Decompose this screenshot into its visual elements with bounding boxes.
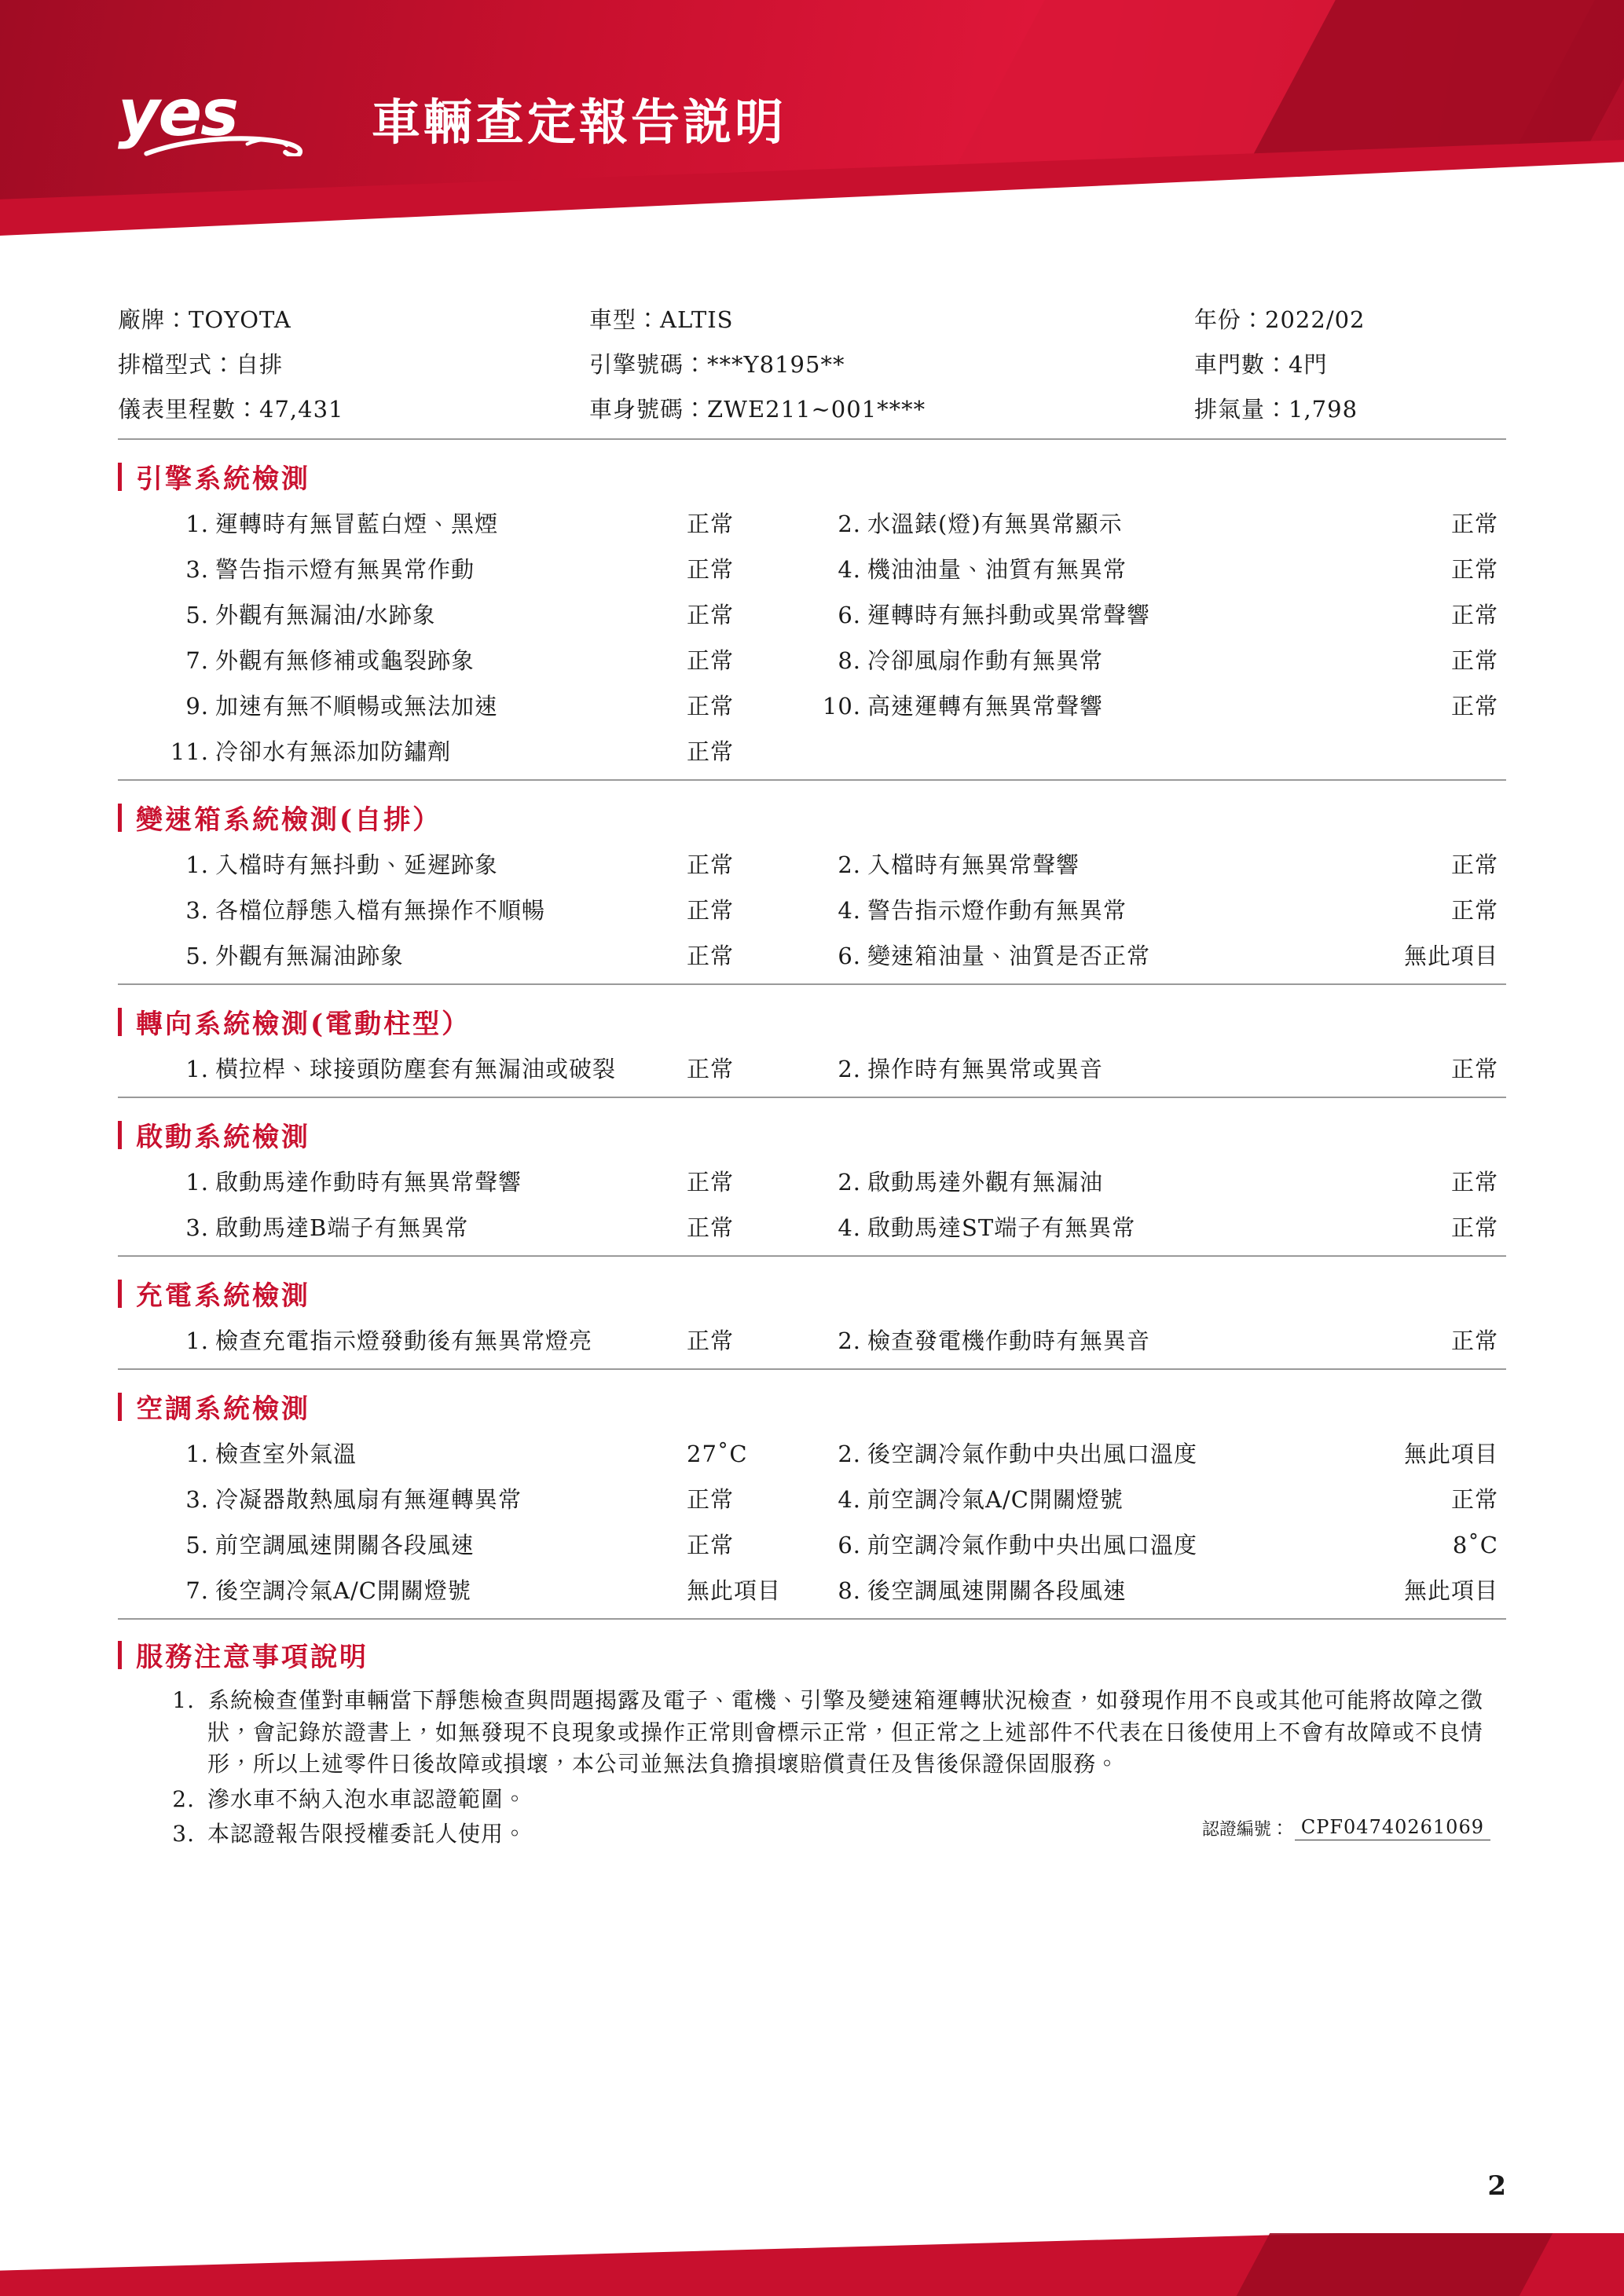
section-steering-title [118, 1002, 1506, 1041]
section-charging-title [118, 1274, 1506, 1313]
section-starter-title [118, 1115, 1506, 1154]
check-item-label [817, 893, 1336, 925]
check-item-value: 無此項目 [687, 1577, 782, 1604]
section-starter-title-text: 啟動系統檢測 [136, 1122, 310, 1153]
note-text: 滲水車不納入泡水車認證範圍。 [207, 1785, 527, 1812]
vehicle-info-doors [1194, 347, 1506, 379]
check-item-value: 正常 [687, 693, 735, 720]
section-charging-title-text: 充電系統檢測 [136, 1280, 310, 1312]
service-notes-title-text: 服務注意事項說明 [136, 1642, 368, 1673]
check-item-value: 正常 [1450, 511, 1498, 537]
check-item-label [165, 1573, 684, 1606]
check-item-label [165, 689, 684, 721]
vehicle-info-model-label: 車型： [589, 306, 661, 333]
vehicle-info-vin [589, 392, 1194, 424]
check-item-label [165, 893, 684, 925]
check-item-text: 入檔時有無抖動、延遲跡象 [215, 851, 499, 878]
check-item-value: 正常 [1450, 1056, 1498, 1082]
check-item-label [165, 1052, 684, 1084]
vehicle-info-brand-label: 廠牌： [118, 306, 189, 333]
section-steering-items [118, 1052, 1506, 1084]
section-ac-title-text: 空調系統檢測 [136, 1393, 310, 1425]
check-item-number: 6. [838, 602, 861, 628]
vehicle-info-engine-no [589, 347, 1194, 379]
check-item-number: 5. [185, 943, 209, 969]
page-body [0, 295, 1624, 1847]
check-item-text: 操作時有無異常或異音 [867, 1056, 1104, 1082]
check-item-number: 1. [185, 1327, 209, 1354]
check-item-value: 正常 [1450, 1486, 1498, 1513]
vehicle-info-vin-label: 車身號碼： [589, 396, 708, 423]
check-item-number: 1. [185, 1056, 209, 1082]
vehicle-info-transmission-value: 自排 [236, 351, 284, 378]
check-item-text: 前空調風速開關各段風速 [215, 1532, 475, 1558]
section-transmission [118, 781, 1506, 985]
check-item-number: 1. [185, 511, 209, 537]
check-item-value: 正常 [687, 1327, 735, 1354]
check-item-text: 變速箱油量、油質是否正常 [867, 943, 1151, 969]
check-item-value: 27˚C [687, 1441, 748, 1467]
note-index: 2. [172, 1785, 195, 1812]
check-item-label [165, 1210, 684, 1243]
brand-logo [118, 75, 342, 161]
check-item-number: 4. [838, 1214, 861, 1241]
vehicle-info-engine-no-label: 引擎號碼： [589, 351, 708, 378]
check-item-text: 高速運轉有無異常聲響 [867, 693, 1104, 720]
check-item-number: 1. [185, 1169, 209, 1196]
check-item-text: 啟動馬達作動時有無異常聲響 [215, 1169, 522, 1196]
check-item-value: 正常 [1450, 693, 1498, 720]
car-swoosh-icon [132, 136, 328, 156]
vehicle-info-displacement-value: 1,798 [1289, 396, 1358, 423]
section-starter [118, 1098, 1506, 1257]
check-item-text: 外觀有無漏油/水跡象 [215, 602, 436, 628]
check-item-text: 橫拉桿、球接頭防塵套有無漏油或破裂 [215, 1056, 617, 1082]
section-marker-icon [118, 1393, 122, 1421]
note-text: 本認證報告限授權委託人使用。 [207, 1821, 527, 1847]
page-header [0, 0, 1624, 295]
check-item-label [165, 1528, 684, 1560]
certificate-number-label: 認證編號： [1201, 1819, 1289, 1840]
check-item-label [165, 598, 684, 630]
check-item-text: 檢查充電指示燈發動後有無異常燈亮 [215, 1327, 593, 1354]
section-engine-title-text: 引擎系統檢測 [136, 463, 310, 495]
service-notes-title [118, 1635, 1506, 1674]
check-item-label [817, 1165, 1336, 1197]
vehicle-info-mileage-value: 47,431 [259, 396, 344, 423]
check-item-label [165, 1482, 684, 1514]
section-marker-icon [118, 1121, 122, 1149]
vehicle-info-mileage [118, 392, 589, 424]
check-item-value: 正常 [687, 738, 735, 765]
check-item-label [817, 1528, 1336, 1560]
check-item-number: 5. [185, 602, 209, 628]
check-item-number: 7. [185, 1577, 209, 1604]
vehicle-info-displacement-label: 排氣量： [1194, 396, 1289, 423]
section-transmission-title-text: 變速箱系統檢測(自排） [136, 804, 442, 836]
vehicle-info-year [1194, 302, 1506, 335]
certificate-number-value: CPF04740261069 [1295, 1816, 1490, 1840]
check-item-number: 11. [170, 738, 209, 765]
check-item-label [817, 939, 1336, 971]
check-item-text: 外觀有無修補或龜裂跡象 [215, 647, 475, 674]
check-item-number: 7. [185, 647, 209, 674]
check-item-text: 後空調風速開關各段風速 [867, 1577, 1127, 1604]
section-charging-items [118, 1324, 1506, 1356]
check-item-value: 正常 [1450, 556, 1498, 583]
check-item-value: 正常 [687, 1169, 735, 1196]
section-engine-title [118, 457, 1506, 496]
check-item-value: 正常 [1450, 1327, 1498, 1354]
check-item-number: 3. [185, 1214, 209, 1241]
section-starter-items [118, 1165, 1506, 1243]
check-item-text: 後空調冷氣A/C開關燈號 [215, 1577, 471, 1604]
check-item-text: 啟動馬達B端子有無異常 [215, 1214, 469, 1241]
brand-logo-text: yes [118, 76, 237, 151]
check-item-label [817, 598, 1336, 630]
check-item-number: 6. [838, 1532, 861, 1558]
check-item-value: 正常 [1450, 851, 1498, 878]
check-item-text: 啟動馬達ST端子有無異常 [867, 1214, 1136, 1241]
check-item-text: 冷凝器散熱風扇有無運轉異常 [215, 1486, 522, 1513]
vehicle-info-year-value: 2022/02 [1265, 306, 1366, 333]
section-marker-icon [118, 463, 122, 491]
check-item-text: 外觀有無漏油跡象 [215, 943, 405, 969]
vehicle-info-vin-value: ZWE211~001**** [707, 396, 926, 423]
header-content [118, 75, 786, 161]
vehicle-info-doors-label: 車門數： [1194, 351, 1289, 378]
check-item-number: 3. [185, 1486, 209, 1513]
check-item-text: 檢查室外氣溫 [215, 1441, 357, 1467]
check-item-number: 6. [838, 943, 861, 969]
check-item-text: 警告指示燈有無異常作動 [215, 556, 475, 583]
check-item-label [165, 552, 684, 584]
check-item-value: 正常 [1450, 602, 1498, 628]
vehicle-info-model-value: ALTIS [660, 306, 734, 333]
vehicle-info-doors-value: 4門 [1289, 351, 1328, 378]
check-item-label [817, 1437, 1336, 1469]
check-item-label [165, 1165, 684, 1197]
check-item-number: 2. [838, 1056, 861, 1082]
check-item-value: 正常 [1450, 1169, 1498, 1196]
check-item-number: 5. [185, 1532, 209, 1558]
service-notes [118, 1620, 1506, 1847]
check-item-value: 正常 [687, 1214, 735, 1241]
check-item-value: 正常 [687, 511, 735, 537]
page-number: 2 [1487, 2170, 1506, 2202]
check-item-value: 正常 [687, 556, 735, 583]
check-item-label [817, 1482, 1336, 1514]
check-item-value: 8˚C [1452, 1532, 1498, 1558]
check-item-text: 入檔時有無異常聲響 [867, 851, 1080, 878]
vehicle-info-transmission-label: 排檔型式： [118, 351, 236, 378]
section-engine-items [118, 507, 1506, 767]
note-text: 系統檢查僅對車輛當下靜態檢查與問題揭露及電子、電機、引擎及變速箱運轉狀況檢查，如發現作用不良或其他可能將故障之徵狀，會記錄於證書上，如無發現不良現象或操作正常則會標示正常，但正常之上述部件不代表在日後使用上不會有故障或不良情形，所以上述零件日後故障或損壞，本公司並無法負擔損壞賠償責任及售後保證保固服務。 [207, 1687, 1484, 1778]
check-item-value: 正常 [687, 943, 735, 969]
vehicle-info-displacement [1194, 392, 1506, 424]
check-item-text: 檢查發電機作動時有無異音 [867, 1327, 1151, 1354]
check-item-number: 2. [838, 1169, 861, 1196]
vehicle-info-mileage-label: 儀表里程數： [118, 396, 260, 423]
check-item-number: 1. [185, 1441, 209, 1467]
check-item-value: 無此項目 [1403, 1577, 1498, 1604]
check-item-number: 1. [185, 851, 209, 878]
check-item-label [817, 848, 1336, 880]
check-item-number: 2. [838, 1441, 861, 1467]
section-marker-icon [118, 1008, 122, 1036]
vehicle-info-model [589, 302, 1194, 335]
check-item-value: 正常 [1450, 897, 1498, 924]
section-ac-items [118, 1437, 1506, 1606]
check-item-label [165, 848, 684, 880]
section-marker-icon [118, 1641, 122, 1669]
check-item-number: 3. [185, 556, 209, 583]
vehicle-info-brand-value: TOYOTA [189, 306, 291, 333]
check-item-value: 正常 [687, 1486, 735, 1513]
check-item-number: 4. [838, 556, 861, 583]
check-item-label [817, 643, 1336, 676]
check-item-value: 無此項目 [1403, 1441, 1498, 1467]
check-item-number: 2. [838, 851, 861, 878]
check-item-label [165, 1324, 684, 1356]
check-item-label [817, 1573, 1336, 1606]
check-item-label [817, 689, 1336, 721]
check-item-label [817, 552, 1336, 584]
check-item-text: 啟動馬達外觀有無漏油 [867, 1169, 1104, 1196]
check-item-value: 正常 [687, 851, 735, 878]
check-item-value: 正常 [687, 1056, 735, 1082]
section-transmission-title [118, 798, 1506, 837]
section-charging [118, 1257, 1506, 1370]
section-transmission-items [118, 848, 1506, 971]
section-steering-title-text: 轉向系統檢測(電動柱型） [136, 1009, 471, 1040]
note-index: 3. [172, 1821, 195, 1847]
check-item-number: 2. [838, 1327, 861, 1354]
check-item-text: 警告指示燈作動有無異常 [867, 897, 1127, 924]
vehicle-info-brand [118, 302, 589, 335]
check-item-value: 正常 [687, 1532, 735, 1558]
note-item [165, 1784, 1506, 1816]
footer-diagonal-accent [1219, 2233, 1556, 2296]
check-item-number: 10. [822, 693, 861, 720]
check-item-label [165, 507, 684, 539]
check-item-text: 運轉時有無抖動或異常聲響 [867, 602, 1151, 628]
check-item-number: 4. [838, 1486, 861, 1513]
check-item-text: 後空調冷氣作動中央出風口溫度 [867, 1441, 1198, 1467]
check-item-label [817, 507, 1336, 539]
check-item-value: 正常 [1450, 647, 1498, 674]
check-item-value: 正常 [687, 897, 735, 924]
note-item [165, 1685, 1506, 1781]
check-item-label [165, 643, 684, 676]
check-item-value: 正常 [687, 602, 735, 628]
check-item-label [817, 1324, 1336, 1356]
check-item-label [817, 1052, 1336, 1084]
vehicle-info-transmission [118, 347, 589, 379]
note-index: 1. [172, 1687, 195, 1713]
check-item-number: 8. [838, 647, 861, 674]
check-item-text: 冷卻風扇作動有無異常 [867, 647, 1104, 674]
check-item-number: 2. [838, 511, 861, 537]
section-marker-icon [118, 1280, 122, 1308]
check-item-number: 9. [185, 693, 209, 720]
section-ac-title [118, 1387, 1506, 1426]
check-item-text: 前空調冷氣作動中央出風口溫度 [867, 1532, 1198, 1558]
check-item-value: 正常 [1450, 1214, 1498, 1241]
section-engine [118, 440, 1506, 781]
check-item-text: 冷卻水有無添加防鏽劑 [215, 738, 452, 765]
check-item-text: 運轉時有無冒藍白煙、黑煙 [215, 511, 499, 537]
check-item-value: 無此項目 [1403, 943, 1498, 969]
section-marker-icon [118, 804, 122, 832]
check-item-text: 加速有無不順暢或無法加速 [215, 693, 499, 720]
check-item-label [165, 939, 684, 971]
check-item-number: 4. [838, 897, 861, 924]
check-item-number: 8. [838, 1577, 861, 1604]
check-item-label [165, 734, 684, 767]
page-title: 車輛查定報告説明 [372, 93, 787, 151]
section-ac [118, 1370, 1506, 1620]
check-item-text: 前空調冷氣A/C開關燈號 [867, 1486, 1124, 1513]
page-footer [0, 2233, 1624, 2296]
vehicle-info-block [118, 295, 1506, 440]
check-item-value: 正常 [687, 647, 735, 674]
check-item-text: 各檔位靜態入檔有無操作不順暢 [215, 897, 546, 924]
check-item-label [165, 1437, 684, 1469]
vehicle-info-engine-no-value: ***Y8195** [707, 351, 845, 378]
check-item-label [817, 1210, 1336, 1243]
vehicle-info-year-label: 年份： [1194, 306, 1266, 333]
check-item-number: 3. [185, 897, 209, 924]
section-steering [118, 985, 1506, 1098]
check-item-text: 機油油量、油質有無異常 [867, 556, 1127, 583]
check-item-text: 水溫錶(燈)有無異常顯示 [867, 511, 1123, 537]
